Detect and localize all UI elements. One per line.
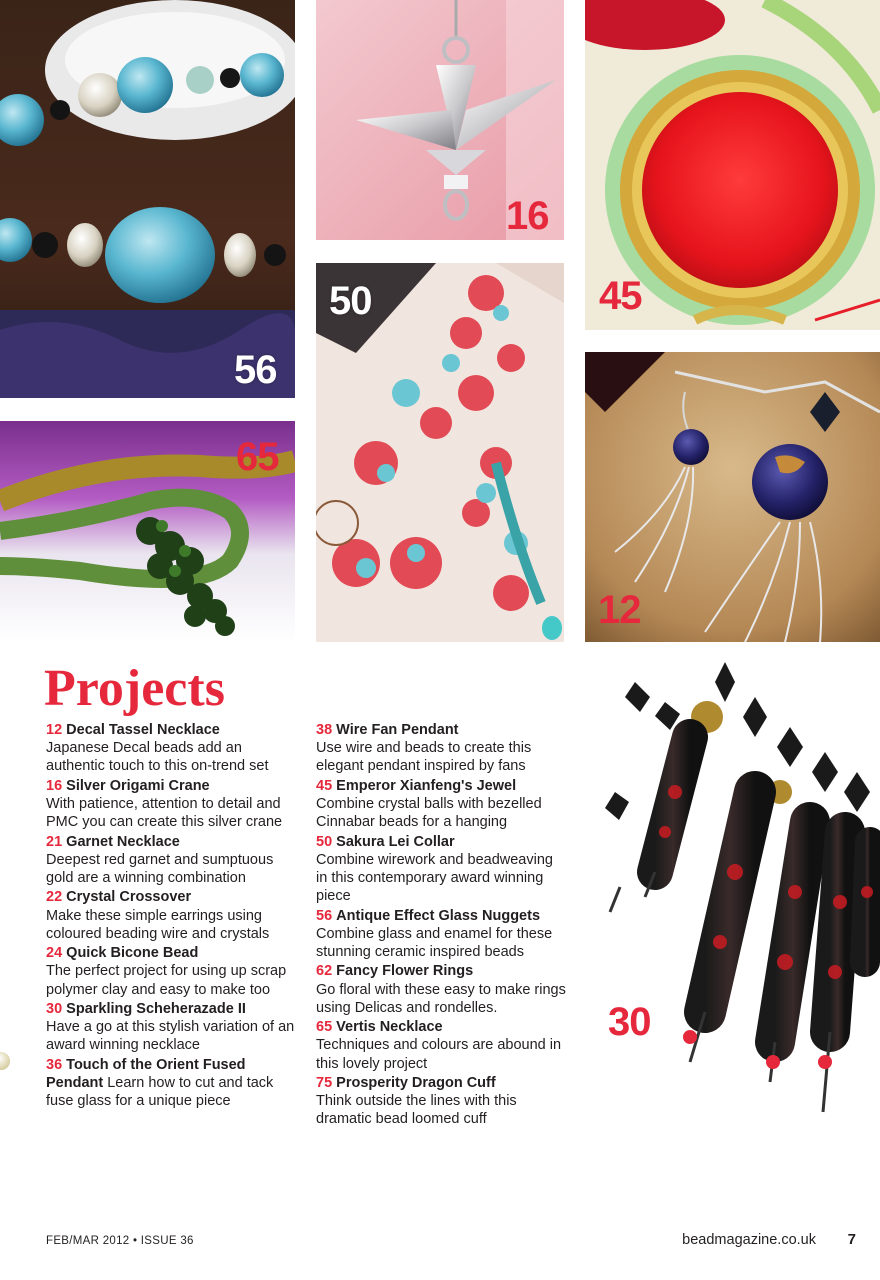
photo-page-number: 65 [236,435,279,479]
photo-scheherazade-necklace [595,642,880,1122]
project-description: The perfect project for using up scrap polymer clay and easy to make too [46,963,287,998]
project-page: 75 [316,1074,333,1091]
project-item[interactable] [46,1056,296,1111]
project-description: Use wire and beads to create this elegant pendant inspired by fans [316,740,532,775]
project-page: 12 [46,722,63,738]
project-page: 24 [46,945,63,962]
project-item[interactable] [316,1074,566,1129]
project-description: Make these simple earrings using coloured beading wire and crystals [46,907,270,942]
page-number: 7 [847,1231,856,1248]
project-page: 22 [46,889,63,906]
project-page: 38 [316,722,333,738]
photo-sakura-collar [316,263,564,642]
project-description: Learn how to cut and tack fuse glass for a unique piece [46,1074,274,1110]
pearl-decoration [0,1052,10,1070]
project-description: Combine wirework and beadweaving in this contemporary award winning piece [316,851,553,905]
project-description: Combine crystal balls with bezelled Cinnabar beads for a hanging [316,796,542,831]
project-page: 45 [316,777,333,794]
project-page: 16 [46,777,63,794]
project-title: Wire Fan Pendant [336,722,459,738]
photo-page-number: 45 [599,274,642,318]
photo-cinnabar-jewel [585,0,880,330]
project-item[interactable] [46,721,296,776]
project-item[interactable] [46,944,296,999]
project-item[interactable] [316,721,566,776]
project-item[interactable] [46,1000,296,1055]
project-item[interactable] [316,907,566,962]
photo-page-number: 56 [234,348,277,392]
project-title: Decal Tassel Necklace [66,722,220,738]
project-page: 65 [316,1019,333,1036]
project-page: 56 [316,907,333,924]
project-description: Go floral with these easy to make rings using Delicas and rondelles. [316,981,566,1016]
project-item[interactable] [316,833,566,906]
project-title: Silver Origami Crane [66,777,210,794]
project-page: 50 [316,833,333,850]
project-description: Combine glass and enamel for these stunning ceramic inspired beads [316,925,553,960]
project-description: Deepest red garnet and sumptuous gold are a winning combination [46,851,274,886]
project-title: Touch of the Orient Fused Pendant [46,1056,246,1091]
photo-decal-tassel [585,352,880,642]
project-title: Sparkling Scheherazade II [66,1000,246,1017]
project-title: Vertis Necklace [336,1019,443,1036]
project-title: Antique Effect Glass Nuggets [336,907,541,924]
project-description: Have a go at this stylish variation of an award winning necklace [46,1019,295,1054]
project-title: Prosperity Dragon Cuff [336,1074,496,1091]
project-description: With patience, attention to detail and PMC you can create this silver crane [46,796,283,831]
project-page: 36 [46,1056,63,1073]
project-page: 62 [316,963,333,980]
photo-page-number: 50 [329,279,372,323]
project-description: Japanese Decal beads add an authentic touch to this on-trend set [46,740,269,775]
project-item[interactable] [46,833,296,888]
project-title: Crystal Crossover [66,889,192,906]
issue-info: FEB/MAR 2012 • ISSUE 36 [46,1235,194,1247]
project-description: Think outside the lines with this dramatic bead loomed cuff [316,1093,517,1128]
section-heading: Projects [44,660,225,717]
project-page: 30 [46,1000,63,1017]
projects-list-left [46,721,296,1112]
project-item[interactable] [46,888,296,943]
project-item[interactable] [316,1018,566,1073]
photo-vertis-necklace [0,421,295,642]
photo-origami-crane [316,0,564,240]
project-title: Sakura Lei Collar [336,833,455,850]
project-title: Quick Bicone Bead [66,945,199,962]
photo-page-number: 30 [608,1000,651,1044]
website-link[interactable]: beadmagazine.co.uk [682,1232,816,1248]
project-title: Emperor Xianfeng's Jewel [336,777,517,794]
project-item[interactable] [316,777,566,832]
project-description: Techniques and colours are abound in this lovely project [316,1037,562,1072]
project-item[interactable] [316,962,566,1017]
photo-page-number: 16 [506,194,549,238]
photo-page-number: 12 [598,588,641,632]
project-item[interactable] [46,777,296,832]
projects-list-right [316,721,566,1130]
photo-glass-nuggets [0,0,295,398]
project-page: 21 [46,833,63,850]
project-title: Fancy Flower Rings [336,963,474,980]
project-title: Garnet Necklace [66,833,180,850]
